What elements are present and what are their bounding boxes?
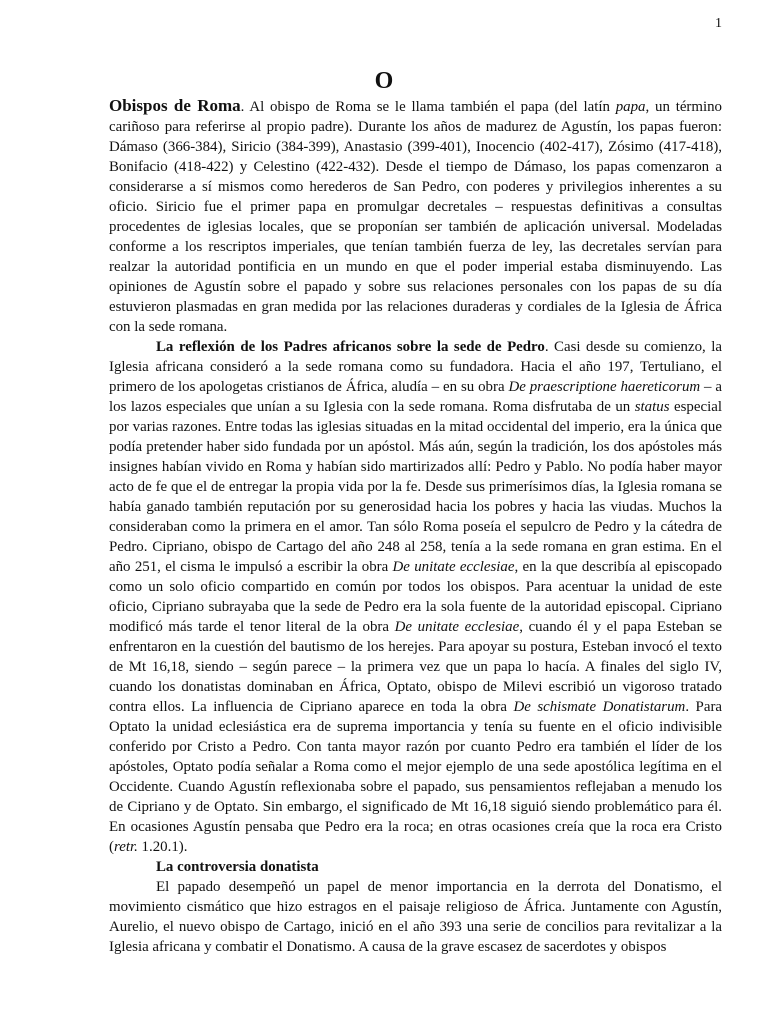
text-run: 1.20.1). [137, 839, 188, 855]
section-letter: O [374, 68, 394, 94]
text-run: especial por varias razones. Entre todas las iglesias situadas en la mitad occidental del imperio, era la única que podía pretender haber sido fundada por un apóstol. Más aún, según la tradición, los dos apóstoles más insignes habían vivido en Roma y habían sido martirizados allí: Pedro y Pablo. No podía haber mayor acto de fe que el de entregar la propia vida por la fe. Desde sus primerísimos días, la Iglesia romana se había ganado también reputación por su generosidad hacia los pobres y hacia las viudas. Muchos la consideraban como la primera en el amor. Tan sólo Roma poseía el sepulcro de Pedro y la cátedra de Pedro. Cipriano, obispo de Cartago del año 248 al 258, tenía a la sede romana en gran estima. En el año 251, el cisma le impulsó a escribir la obra [109, 399, 722, 575]
italic-title: De unitate ecclesiae [392, 559, 515, 575]
italic-term: papa [615, 99, 646, 115]
heading-controversia-donatista: La controversia donatista [156, 859, 319, 875]
subheading-reflexion: La reflexión de los Padres africanos sobre la sede de Pedro [156, 339, 545, 355]
text-run: – a los lazos especiales que unían a su Iglesia con la sede romana. Roma disfrutaba de un [109, 379, 723, 415]
entry-title: Obispos de Roma [109, 96, 241, 115]
italic-title: De schismate Donatistarum [513, 699, 686, 715]
article-body [109, 96, 722, 957]
text-run: , un término cariñoso para referirse al propio padre). Durante los años de madurez de Agustín, los papas fueron: Dámaso (366-384), Siricio (384-399), Anastasio (399-401), Inocencio (402-417), Zósimo (417-418), Bonifacio (418-422) y Celestino (422-432). Desde el tiempo de Dámaso, los papas comenzaron a considerarse a sí mismos como herederos de San Pedro, con poderes y privilegios inherentes a su oficio. Siricio fue el primer papa en promulgar decretales – respuestas definitivas a consultas procedentes de iglesias locales, que se proponían ser también de aplicación universal. Modeladas conforme a los rescriptos imperiales, que tenían también fuerza de ley, las decretales servían para realzar la autoridad pontificia en un mundo en que el poder imperial estaba disminuyendo. Las opiniones de Agustín sobre el papado y sobre sus relaciones personales con los papas de su día estuvieron plasmadas en gran medida por las relaciones duraderas y cordiales de la Iglesia de África con la sede romana. [109, 99, 723, 335]
text-run: , en la que describía al episcopado como un solo oficio compartido en común por todos los obispos. Para acentuar la unidad de este oficio, Cipriano subrayaba que la sede de Pedro era la sola fuente de la autoridad episcopal. Cipriano modificó más tarde el tenor literal de la obra [109, 559, 722, 635]
text-run: . Al obispo de Roma se le llama también el papa (del latín [240, 99, 616, 115]
italic-reference: retr. [113, 839, 138, 855]
text-run: . Para Optato la unidad eclesiástica era de suprema importancia y tenía su fuente en el oficio indivisible conferido por Cristo a Pedro. Con tanta mayor razón por cuanto Pedro era también el líder de los apóstoles, Optato podía señalar a Roma como el mejor ejemplo de una sede apostólica legítima en el Occidente. Cuando Agustín reflexionaba sobre el papado, sus pensamientos reflejaban a menudo los de Cipriano y de Optato. Sin embargo, el significado de Mt 16,18 siguió siendo problemático para él. En ocasiones Agustín pensaba que Pedro era la roca; en otras ocasiones creía que la roca era Cristo ( [109, 699, 723, 855]
italic-term: status [634, 399, 670, 415]
paragraph-reflexion-padres [109, 337, 722, 857]
paragraph-controversia [109, 877, 722, 957]
paragraph-obispos-de-roma [109, 96, 722, 337]
text-run: El papado desempeñó un papel de menor importancia en la derrota del Donatismo, el movimiento cismático que hizo estragos en el paisaje religioso de África. Juntamente con Agustín, Aurelio, el nuevo obispo de Cartago, inició en el año 393 una serie de concilios para revitalizar a la Iglesia africana y combatir el Donatismo. A causa de la grave escasez de sacerdotes y obispos [109, 879, 722, 955]
page-number: 1 [715, 16, 722, 31]
text-run: . Casi desde su comienzo, la Iglesia africana consideró a la sede romana como su fundadora. Hacia el año 197, Tertuliano, el primero de los apologetas cristianos de África, aludía – en su obra [109, 339, 722, 395]
italic-title: De praescriptione haereticorum [508, 379, 701, 395]
text-run: , cuando él y el papa Esteban se enfrentaron en la cuestión del bautismo de los herejes. Para apoyar su postura, Esteban invocó el texto de Mt 16,18, siendo – según parece – la primera vez que un papa lo hacía. A finales del siglo IV, cuando los donatistas dominaban en África, Optato, obispo de Milevi escribió un vigoroso tratado contra ellos. La influencia de Cipriano aparece en toda la obra [109, 619, 723, 715]
italic-title: De unitate ecclesiae [394, 619, 520, 635]
